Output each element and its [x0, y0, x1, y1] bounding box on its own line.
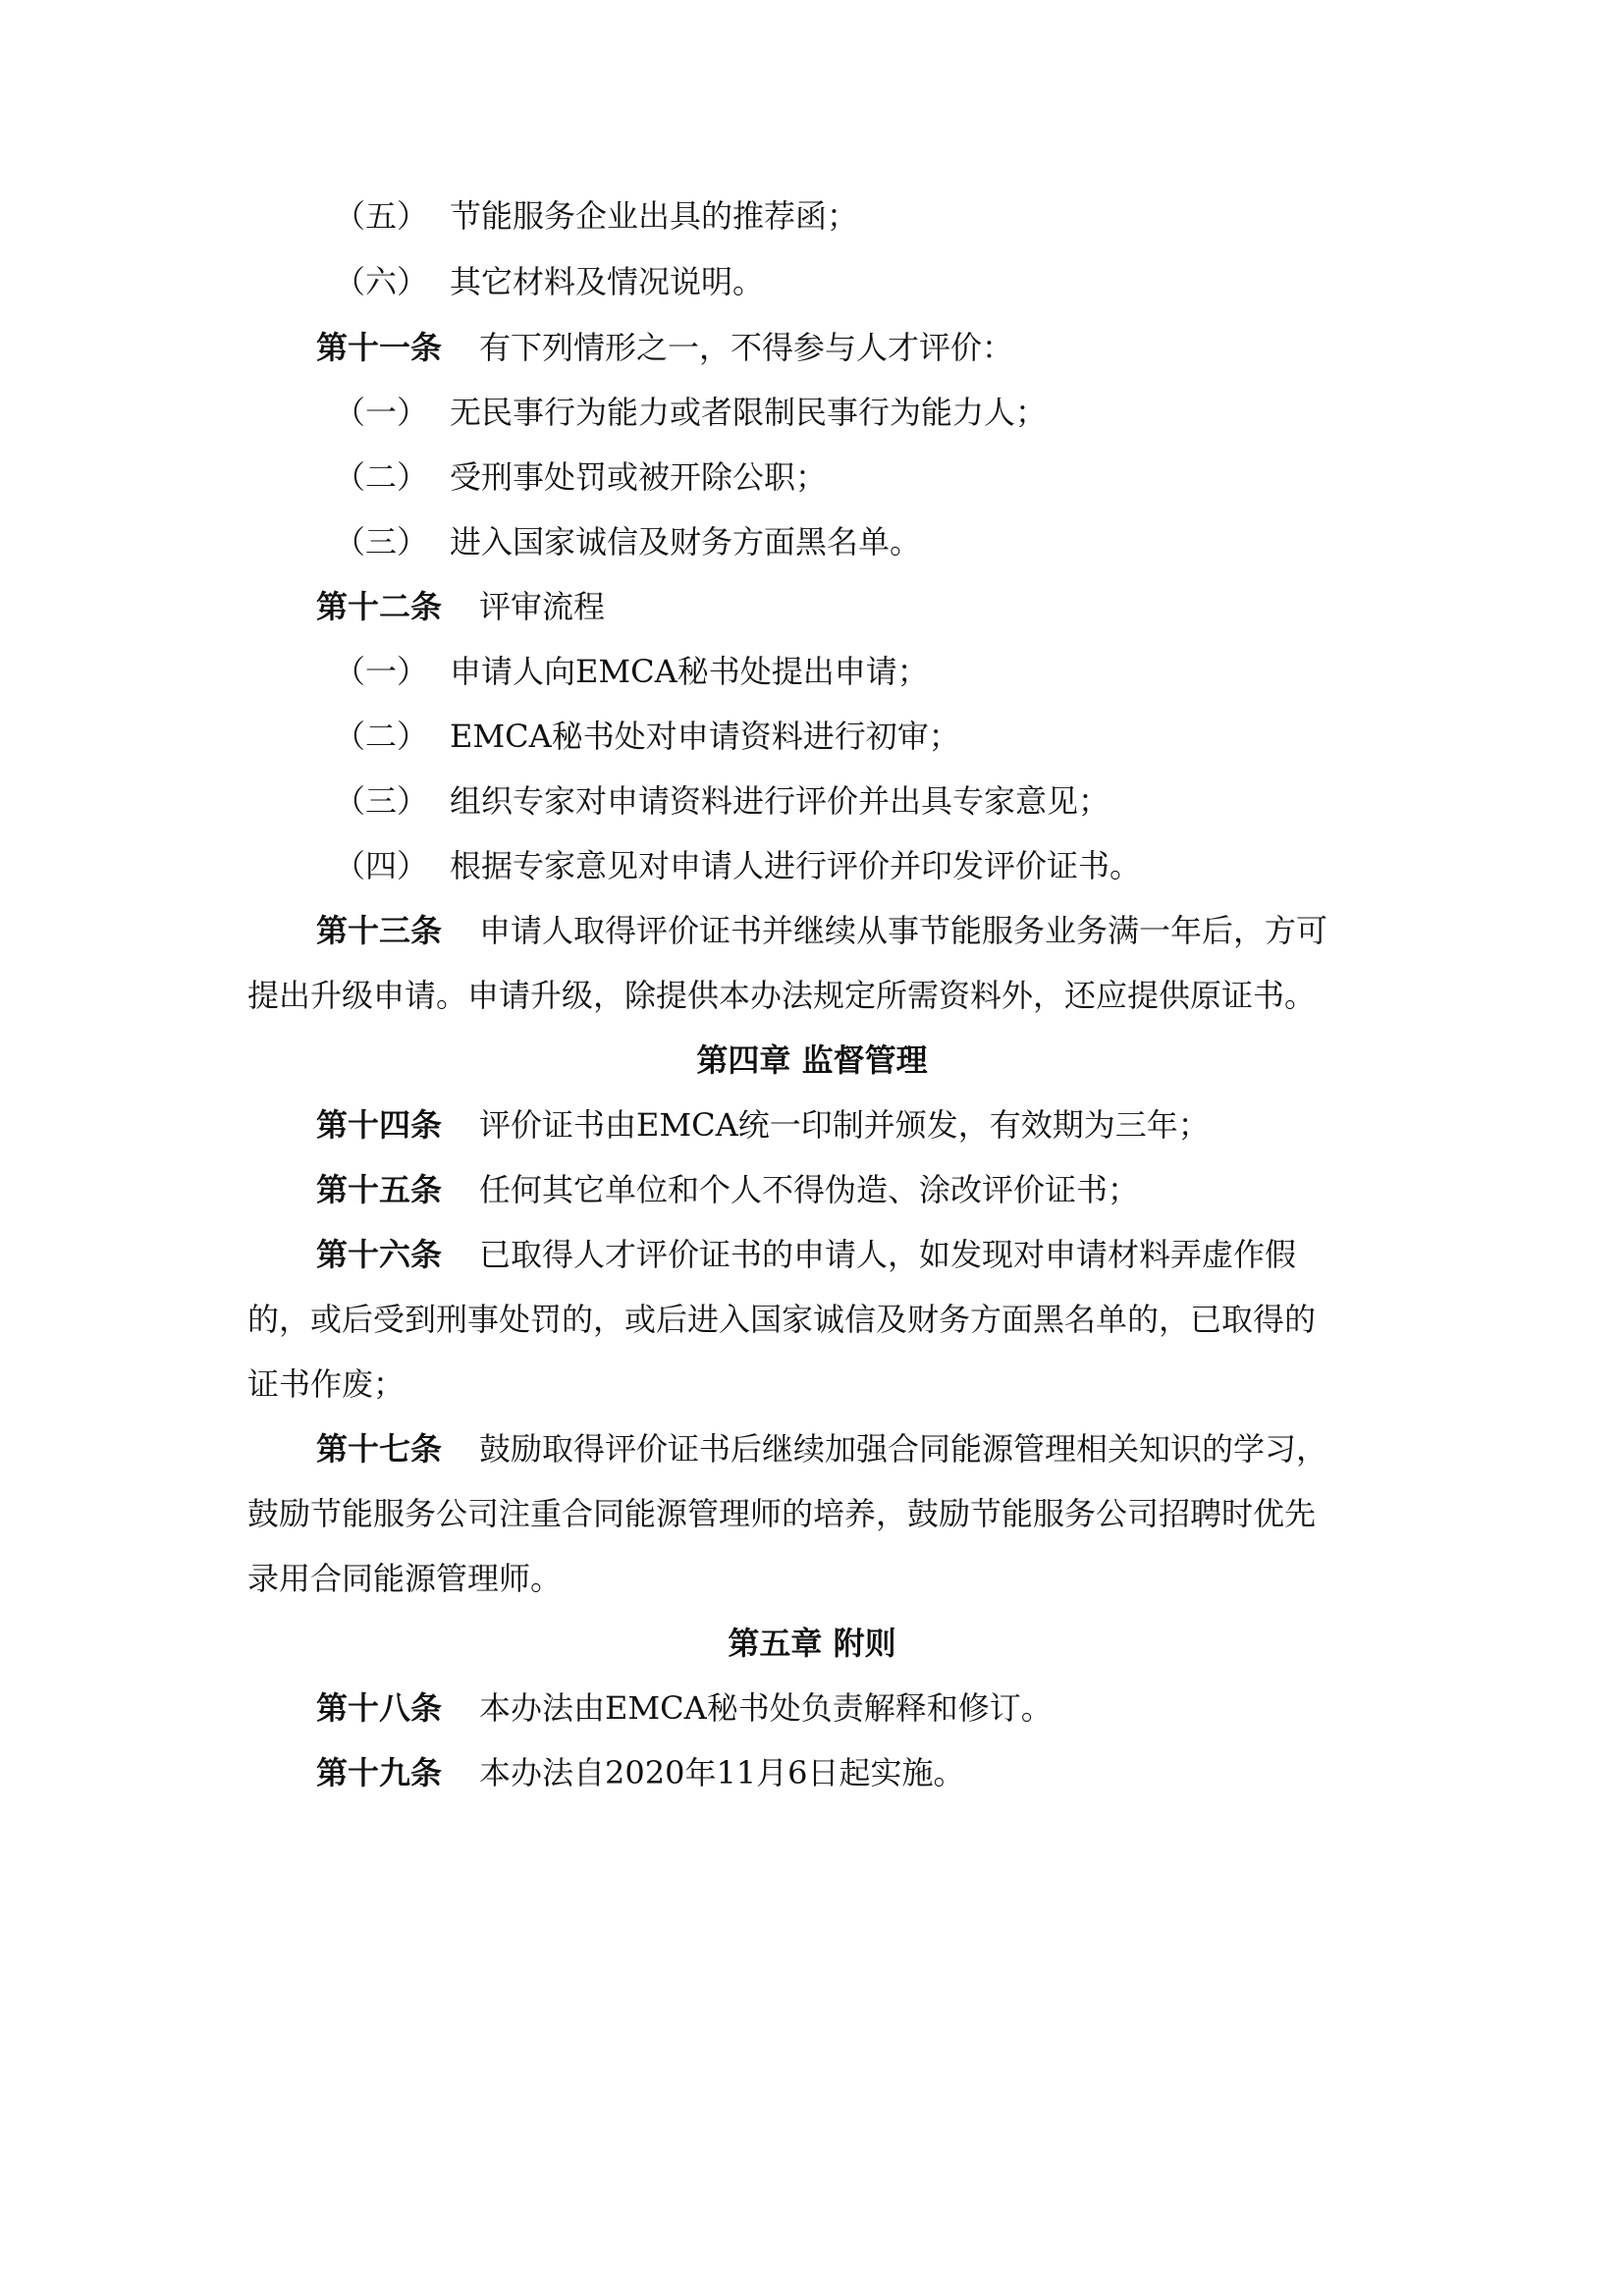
item-text: 节能服务企业出具的推荐函；: [450, 197, 859, 235]
article-text: 鼓励取得评价证书后继续加强合同能源管理相关知识的学习，: [479, 1430, 1328, 1468]
article-text: 评审流程: [479, 588, 606, 625]
item-number: （四）: [334, 847, 429, 884]
item-text: 组织专家对申请资料进行评价并出具专家意见；: [450, 782, 1110, 820]
chapter-5-heading: 第五章 附则: [728, 1625, 896, 1662]
article-number: 第十七条: [316, 1430, 443, 1468]
article-text: 有下列情形之一，不得参与人才评价：: [479, 329, 1014, 366]
article-number: 第十五条: [316, 1171, 443, 1208]
article-number: 第十一条: [316, 329, 443, 366]
item-text: 无民事行为能力或者限制民事行为能力人；: [450, 394, 1048, 431]
item-number: （五）: [334, 197, 429, 235]
article-text: 本办法自2020年11月6日起实施。: [479, 1754, 965, 1791]
item-text: EMCA秘书处对申请资料进行初审；: [450, 718, 960, 755]
article-text: 任何其它单位和个人不得伪造、涂改评价证书；: [479, 1171, 1140, 1208]
article-number: 第十八条: [316, 1689, 443, 1727]
item-text: 根据专家意见对申请人进行评价并印发评价证书。: [450, 847, 1142, 884]
item-text: 进入国家诚信及财务方面黑名单。: [450, 523, 922, 561]
item-text: 受刑事处罚或被开除公职；: [450, 458, 828, 496]
article-number: 第十四条: [316, 1106, 443, 1144]
article-number: 第十二条: [316, 588, 443, 625]
article-text-continued: 的，或后受到刑事处罚的，或后进入国家诚信及财务方面黑名单的，已取得的: [247, 1301, 1317, 1338]
article-text-continued: 录用合同能源管理师。: [247, 1560, 563, 1597]
item-text: 其它材料及情况说明。: [450, 263, 765, 300]
item-number: （二）: [334, 458, 429, 496]
item-number: （二）: [334, 718, 429, 755]
article-text: 评价证书由EMCA统一印制并颁发，有效期为三年；: [479, 1106, 1210, 1144]
article-text: 申请人取得评价证书并继续从事节能服务业务满一年后，方可: [479, 912, 1328, 949]
item-number: （一）: [334, 653, 429, 690]
item-number: （一）: [334, 394, 429, 431]
item-number: （三）: [334, 782, 429, 820]
article-text-continued: 鼓励节能服务公司注重合同能源管理师的培养，鼓励节能服务公司招聘时优先: [247, 1495, 1317, 1532]
article-number: 第十九条: [316, 1754, 443, 1791]
item-text: 申请人向EMCA秘书处提出申请；: [450, 653, 929, 690]
item-number: （六）: [334, 263, 429, 300]
item-number: （三）: [334, 523, 429, 561]
article-number: 第十六条: [316, 1236, 443, 1273]
article-number: 第十三条: [316, 912, 443, 949]
article-text-continued: 证书作废；: [247, 1365, 406, 1403]
article-text-continued: 提出升级申请。申请升级，除提供本办法规定所需资料外，还应提供原证书。: [247, 977, 1317, 1014]
article-text: 已取得人才评价证书的申请人，如发现对申请材料弄虚作假: [479, 1236, 1297, 1273]
article-text: 本办法由EMCA秘书处负责解释和修订。: [479, 1689, 1053, 1727]
chapter-4-heading: 第四章 监督管理: [696, 1041, 928, 1079]
